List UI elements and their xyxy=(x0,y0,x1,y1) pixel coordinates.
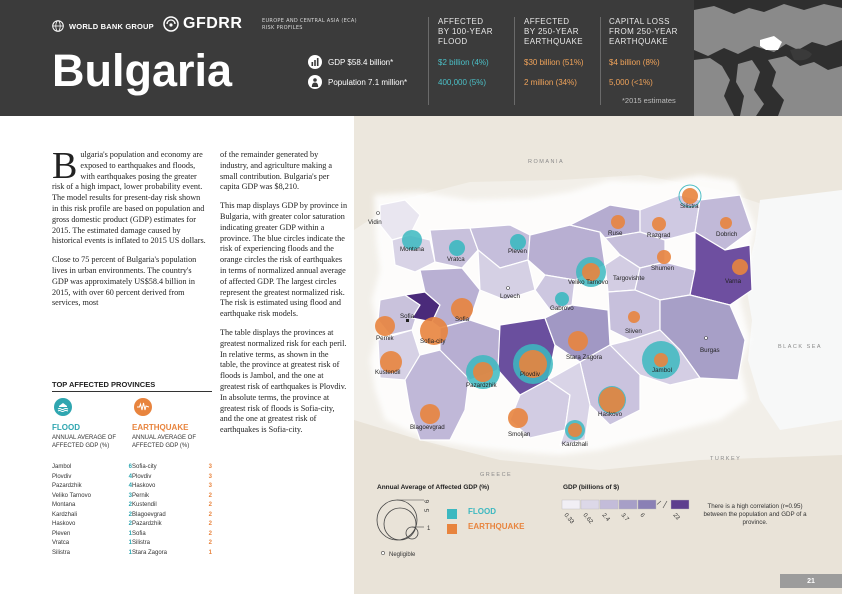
province-name: Silistra xyxy=(132,540,151,546)
place-label-veliko-tarnovo: Veliko Tarnovo xyxy=(568,279,609,286)
earthquake-circle-varna xyxy=(732,259,748,275)
province-name: Pernik xyxy=(132,492,150,499)
place-label-ruse: Ruse xyxy=(608,230,623,237)
place-label-pazardzhik: Pazardzhik xyxy=(466,382,497,389)
gdp-value: GDP $58.4 billion* xyxy=(328,57,394,67)
table-row xyxy=(52,530,132,540)
intro-column xyxy=(52,145,207,317)
flood-subtitle xyxy=(52,434,116,450)
turkey-label: TURKEY xyxy=(710,456,742,462)
column-heading: BY 100-YEAR xyxy=(438,27,493,36)
flood-label: FLOOD xyxy=(52,423,80,432)
gfdrr-logo-text: GFDRR xyxy=(183,15,243,32)
page-title: Bulgaria xyxy=(52,45,233,96)
column-heading: AFFECTED xyxy=(438,17,484,26)
place-label-gabrovo: Gabrovo xyxy=(550,305,574,312)
gdp-scale-tick: 23 xyxy=(671,512,681,522)
paragraph-intro xyxy=(52,145,207,247)
greece-label: GREECE xyxy=(480,472,513,478)
province-name: Stara Zagora xyxy=(132,549,168,556)
table-row xyxy=(132,463,212,473)
province-name: Kustendil xyxy=(132,502,157,508)
column-divider xyxy=(600,17,601,105)
table-row xyxy=(132,530,212,540)
province-value: 2 xyxy=(128,521,132,527)
paragraph-economy: of the remainder generated by industry, and agriculture making a small contribution. Bulgaria's per capita GDP was $8,210. xyxy=(220,150,333,192)
flood-province-table xyxy=(52,463,132,558)
column-heading: EARTHQUAKE xyxy=(609,37,668,46)
table-row xyxy=(52,501,132,511)
capital-loss-column xyxy=(609,17,695,87)
place-label-lovech: Lovech xyxy=(500,293,520,300)
province-value: 2 xyxy=(208,530,212,537)
place-label-dobrich: Dobrich xyxy=(716,231,738,238)
middle-column xyxy=(220,150,348,444)
gdp-scale-tick: 0.62 xyxy=(581,512,594,526)
paragraph-urban: Close to 75 percent of Bulgaria's population lives in urban environments. The country's GDP was approximately US$58.4 billion in 2015, with over 60 percent derived from services, most xyxy=(52,255,197,308)
legend-earthquake-swatch xyxy=(447,524,457,534)
place-label-blagoevgrad: Blagoevgrad xyxy=(410,424,445,431)
page-number: 21 xyxy=(780,574,842,588)
column-heading: BY 250-YEAR xyxy=(524,27,579,36)
place-label-plovdiv: Plovdiv xyxy=(520,371,540,378)
earthquake-circle-silistra xyxy=(682,188,698,204)
flood-circle-vratca xyxy=(449,240,465,256)
earthquake-icon xyxy=(134,398,152,416)
province-value: 3 xyxy=(128,492,132,499)
place-label-pernik: Pernik xyxy=(376,335,394,342)
province-name: Pazardzhik xyxy=(52,483,82,489)
table-row xyxy=(132,511,212,521)
province-value: 2 xyxy=(208,502,212,508)
table-row xyxy=(52,539,132,549)
column-divider xyxy=(514,17,515,105)
province-name: Blagoevgrad xyxy=(132,511,166,518)
table-row xyxy=(52,520,132,530)
circle-legend-title: Annual Average of Affected GDP (%) xyxy=(377,484,490,491)
table-row xyxy=(132,482,212,492)
province-name: Montana xyxy=(52,502,76,508)
legend-earthquake-label: EARTHQUAKE xyxy=(468,522,525,531)
flood-affected-gdp: $2 billion (4%) xyxy=(438,58,489,67)
population-stat xyxy=(308,75,407,89)
place-label-razgrad: Razgrad xyxy=(647,232,671,239)
city-dot xyxy=(377,212,380,215)
earthquake-circle-dobrich xyxy=(720,217,732,229)
province-name: Vratca xyxy=(52,540,70,546)
province-name: Silistra xyxy=(52,549,71,556)
province-value: 3 xyxy=(208,483,212,489)
column-heading: CAPITAL LOSS xyxy=(609,17,670,26)
gdp-scale-swatch xyxy=(619,500,637,509)
table-row xyxy=(52,482,132,492)
series-title xyxy=(262,18,357,32)
gfdrr-logo xyxy=(163,15,242,33)
province-value: 1 xyxy=(128,530,132,537)
world-bank-logo-text: WORLD BANK GROUP xyxy=(69,21,154,31)
province-name: Pleven xyxy=(52,530,71,537)
province-name: Plovdiv xyxy=(132,473,152,480)
table-row xyxy=(52,473,132,483)
legend-flood-label: FLOOD xyxy=(468,507,496,516)
province-value: 2 xyxy=(128,502,132,508)
column-divider xyxy=(428,17,429,105)
place-label-targovishte: Targovishte xyxy=(613,275,645,282)
table-row xyxy=(52,511,132,521)
flood-circle-gabrovo xyxy=(555,292,569,306)
black-sea-label: BLACK SEA xyxy=(778,344,823,350)
place-label-kustendil: Kustendil xyxy=(375,369,401,376)
earthquake-circle-pernik xyxy=(375,316,395,336)
table-row xyxy=(132,520,212,530)
place-label-shumen: Shumen xyxy=(651,265,675,272)
earthquake-circle-haskovo xyxy=(599,387,625,413)
place-label-sliven: Sliven xyxy=(625,328,642,335)
gdp-scale-swatch xyxy=(581,500,599,509)
province-name: Sofia-city xyxy=(132,464,157,470)
person-icon xyxy=(308,75,322,89)
romania-label: ROMANIA xyxy=(528,159,565,165)
negligible-dot xyxy=(381,551,384,554)
locator-map xyxy=(694,0,842,116)
table-row xyxy=(132,549,212,559)
world-bank-logo xyxy=(52,20,154,32)
series-line-2: RISK PROFILES xyxy=(262,25,303,31)
capital-loss-fatalities: 5,000 (<1%) xyxy=(609,78,653,87)
province-value: 2 xyxy=(208,511,212,518)
earthquake-circle-razgrad xyxy=(652,217,666,231)
earthquake-circle-jambol xyxy=(654,353,668,367)
flood-affected-population: 400,000 (5%) xyxy=(438,78,487,87)
table-row xyxy=(52,492,132,502)
gdp-scale-swatch xyxy=(600,500,618,509)
legend-negligible: Negligible xyxy=(389,552,416,558)
earthquake-circle-smoljan xyxy=(508,408,528,428)
place-label-haskovo: Haskovo xyxy=(598,411,623,418)
province-name: Plovdiv xyxy=(52,473,72,480)
province-value: 4 xyxy=(128,473,132,480)
earthquake-circle-stara-zagora xyxy=(568,331,588,351)
population-value: Population 7.1 million* xyxy=(328,77,408,87)
capital-loss-value: $4 billion (8%) xyxy=(609,58,660,67)
province-name: Pazardzhik xyxy=(132,521,162,527)
earthquake-label: EARTHQUAKE xyxy=(132,423,189,432)
earthquake-subtitle xyxy=(132,434,196,450)
place-label-kardzhali: Kardzhali xyxy=(562,441,588,448)
top-affected-heading: TOP AFFECTED PROVINCES xyxy=(52,380,156,389)
province-value: 1 xyxy=(128,549,132,556)
province-name: Kardzhali xyxy=(52,511,78,518)
province-value: 1 xyxy=(128,540,132,546)
province-name: Jambol xyxy=(52,464,72,470)
table-row xyxy=(132,473,212,483)
province-value: 4 xyxy=(128,483,132,489)
heading-rule xyxy=(52,391,212,392)
province-value: 2 xyxy=(208,521,212,527)
place-label-vidin: Vidin xyxy=(368,219,382,226)
place-label-pleven: Pleven xyxy=(508,248,527,255)
paragraph-table-description: The table displays the provinces at greatest normalized risk for each peril. In relative terms, as shown in the table, the province at greatest risk of floods is Jambol, and the one at greatest risk of earthquakes is Plovdiv. In absolute terms, the province at greatest risk of floods is Sofia-city, and the one at greatest risk of earthquakes is Sofia-city. xyxy=(220,327,347,435)
earthquake-circle-shumen xyxy=(657,250,671,264)
place-label-silistra: Silistra xyxy=(680,203,699,210)
series-line-1: EUROPE AND CENTRAL ASIA (ECA) xyxy=(262,18,357,24)
province-name: Veliko Tarnovo xyxy=(52,492,91,499)
paragraph-text: ulgaria's population and economy are exposed to earthquakes and floods, with earthquakes posing the greater risk of a high impact, lower probability event. The model results for present-day risk shown in this risk profile are based on population and gross domestic product (GDP) estimates for 2015. The estimated damage caused by historical events is inflated to 2015 US dollars. xyxy=(52,150,206,246)
correlation-note: There is a high correlation (r=0.95) between the population and GDP of a province. xyxy=(703,503,807,526)
gdp-scale-tick: 2.4 xyxy=(600,512,611,523)
column-heading: AFFECTED xyxy=(524,17,570,26)
earthquake-affected-column xyxy=(524,17,610,87)
legend-flood-swatch xyxy=(447,509,457,519)
earthquake-circle-ruse xyxy=(611,215,625,229)
table-row xyxy=(52,549,132,559)
gdp-scale-swatch xyxy=(671,500,689,509)
city-dot xyxy=(507,287,510,290)
province-value: 3 xyxy=(208,464,212,470)
table-row xyxy=(132,492,212,502)
column-heading: EARTHQUAKE xyxy=(524,37,583,46)
province-name: Haskovo xyxy=(132,483,156,489)
earthquake-subtitle-line: ANNUAL AVERAGE OF xyxy=(132,435,197,441)
gdp-scale-swatch xyxy=(562,500,580,509)
gdp-scale-swatch xyxy=(638,500,656,509)
place-label-sofia-capital: Sofia xyxy=(400,313,415,320)
flood-icon xyxy=(54,398,72,416)
legend-size-big: 6 xyxy=(425,499,431,503)
place-label-smoljan: Smoljan xyxy=(508,431,531,438)
earthquake-subtitle-line: AFFECTED GDP (%) xyxy=(132,443,190,449)
province-value: 3 xyxy=(208,473,212,480)
earthquake-circle-sliven xyxy=(628,311,640,323)
place-label-vratca: Vratca xyxy=(447,256,465,263)
earthquake-affected-population: 2 million (34%) xyxy=(524,78,577,87)
province-name: Sofia xyxy=(132,530,146,537)
flood-subtitle-line: AFFECTED GDP (%) xyxy=(52,443,110,449)
place-label-burgas: Burgas xyxy=(700,347,720,354)
column-heading: FLOOD xyxy=(438,37,468,46)
earthquake-circle-kardzhali xyxy=(568,423,582,437)
globe-icon xyxy=(52,20,64,32)
flood-affected-column xyxy=(438,17,524,87)
province-value: 6 xyxy=(128,464,132,470)
earthquake-circle-blagoevgrad xyxy=(420,404,440,424)
place-label-jambol: Jambol xyxy=(652,367,672,374)
column-heading: FROM 250-YEAR xyxy=(609,27,678,36)
gdp-scale-tick: 6 xyxy=(638,512,646,519)
gdp-stat xyxy=(308,55,393,69)
drop-cap: B xyxy=(52,145,78,187)
paragraph-map-description: This map displays GDP by province in Bulgaria, with greater color saturation indicating greater GDP within a province. The blue circles indicate the risk of experiencing floods and the orange circles the risk of earthquakes in terms of normalized annual average of affected GDP. The largest circles represent the greatest normalized risk. The risk is estimated using flood and earthquake risk models. xyxy=(220,201,348,319)
header-banner xyxy=(0,0,842,116)
earthquake-circle-pazardzhik xyxy=(473,362,493,382)
province-value: 1 xyxy=(208,549,212,556)
province-name: Haskovo xyxy=(52,521,76,527)
table-row xyxy=(132,539,212,549)
flood-subtitle-line: ANNUAL AVERAGE OF xyxy=(52,435,117,441)
table-row xyxy=(52,463,132,473)
earthquake-affected-gdp: $30 billion (51%) xyxy=(524,58,584,67)
place-label-varna: Varna xyxy=(725,278,742,285)
province-value: 2 xyxy=(208,540,212,546)
legend-size-small: 1 xyxy=(427,526,431,532)
bar-chart-icon xyxy=(308,55,322,69)
earthquake-province-table xyxy=(132,463,212,558)
place-label-sofia-city: Sofia-city xyxy=(420,338,446,345)
place-label-stara-zagora: Stara Zagora xyxy=(566,354,603,361)
gdp-legend-title: GDP (billions of $) xyxy=(563,484,620,491)
place-label-sofia-province: Sofia xyxy=(455,316,470,323)
place-label-montana: Montana xyxy=(400,246,425,253)
province-value: 2 xyxy=(128,511,132,518)
table-row xyxy=(132,501,212,511)
estimates-note: *2015 estimates xyxy=(622,96,676,105)
province-value: 2 xyxy=(208,492,212,499)
gdp-scale-tick: 3.7 xyxy=(619,512,630,523)
legend-size-mid: 5 xyxy=(425,508,431,512)
gfdrr-emblem-icon xyxy=(163,16,179,32)
city-dot xyxy=(705,337,708,340)
gdp-scale-tick: 0.33 xyxy=(562,512,575,526)
